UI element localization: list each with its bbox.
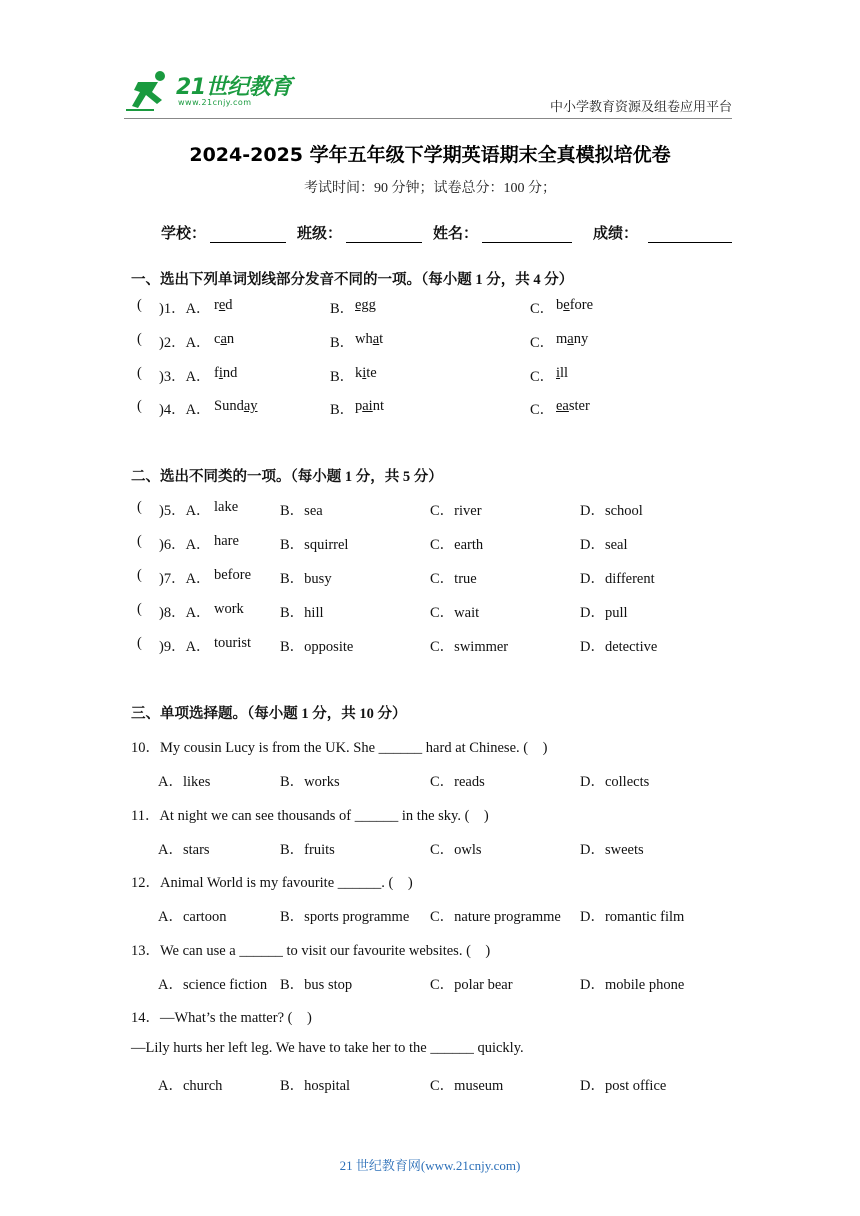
option-a: tourist — [214, 635, 252, 651]
name-field[interactable] — [433, 222, 572, 243]
underlined-letters: i — [362, 365, 367, 381]
answer-paren[interactable]: ( — [137, 398, 142, 414]
option-a[interactable]: A．science fiction — [158, 977, 268, 993]
options-row — [131, 770, 731, 790]
logo-url: www.21cnjy.com — [178, 98, 252, 107]
option-d: D．school — [580, 503, 643, 519]
question-stem: 10．My cousin Lucy is from the UK. She ______ hard at Chinese. ( ) — [131, 740, 548, 756]
option-d: D．seal — [580, 537, 628, 553]
option-a: can — [214, 331, 235, 347]
option-c-label: C． — [530, 402, 555, 418]
section2-heading: 二、选出不同类的一项。（每小题 1 分，共 5 分） — [131, 469, 443, 485]
question-row — [131, 297, 731, 317]
option-b-label: B． — [330, 335, 355, 351]
option-b: B．opposite — [280, 639, 354, 655]
score-field[interactable] — [593, 222, 732, 243]
options-row — [131, 973, 731, 993]
option-c-label: C． — [530, 301, 555, 317]
option-c: ill — [556, 365, 569, 381]
option-b: what — [355, 331, 384, 347]
name-blank[interactable] — [482, 226, 572, 243]
answer-paren[interactable]: ( — [137, 331, 142, 347]
question-row — [131, 533, 731, 553]
option-b[interactable]: B．works — [280, 774, 340, 790]
underlined-letters: a — [372, 331, 380, 347]
question-stem-reply: —Lily hurts her left leg. We have to take her to the ______ quickly. — [131, 1040, 524, 1056]
option-d[interactable]: D．romantic film — [580, 909, 685, 925]
school-label: 学校： — [161, 224, 207, 242]
underlined-letters: ay — [243, 398, 258, 414]
question-row — [131, 635, 731, 655]
option-c: C．wait — [430, 605, 480, 621]
runner-logo-icon — [124, 68, 176, 114]
option-c[interactable]: C．reads — [430, 774, 485, 790]
option-a[interactable]: A．likes — [158, 774, 211, 790]
underlined-letters: ea — [556, 398, 569, 414]
section1-heading: 一、选出下列单词划线部分发音不同的一项。（每小题 1 分，共 4 分） — [131, 272, 574, 288]
platform-label: 中小学教育资源及组卷应用平台 — [549, 99, 732, 114]
underlined-letters: a — [567, 331, 574, 347]
section3-heading: 三、单项选择题。（每小题 1 分，共 10 分） — [131, 706, 407, 722]
option-b[interactable]: B．hospital — [280, 1078, 351, 1094]
page-title: 2024-2025 学年五年级下学期英语期末全真模拟培优卷 — [189, 144, 671, 166]
option-a[interactable]: A．church — [158, 1078, 223, 1094]
question-row — [131, 499, 731, 519]
score-blank[interactable] — [648, 226, 732, 243]
question-number: )9．A． — [159, 639, 211, 655]
question-row — [131, 601, 731, 621]
answer-paren[interactable]: ( — [137, 567, 142, 583]
question-number: )8．A． — [159, 605, 211, 621]
answer-paren[interactable]: ( — [137, 297, 142, 313]
answer-paren[interactable]: ( — [137, 635, 142, 651]
option-c: many — [556, 331, 589, 347]
option-b: B．squirrel — [280, 537, 349, 553]
school-blank[interactable] — [210, 226, 286, 243]
question-number: )4．A． — [159, 402, 211, 418]
option-c[interactable]: C．polar bear — [430, 977, 513, 993]
question-number: )7．A． — [159, 571, 211, 587]
option-d[interactable]: D．sweets — [580, 842, 644, 858]
option-b: B．busy — [280, 571, 332, 587]
option-d[interactable]: D．collects — [580, 774, 650, 790]
class-label: 班级： — [297, 224, 343, 242]
question-number: )1．A． — [159, 301, 211, 317]
option-d: D．pull — [580, 605, 628, 621]
option-a: hare — [214, 533, 239, 549]
option-b: kite — [355, 365, 377, 381]
name-label: 姓名： — [433, 224, 479, 242]
logo-text: 21世纪教育 — [176, 75, 292, 100]
answer-paren[interactable]: ( — [137, 499, 142, 515]
footer: 21 世纪教育网(www.21cnjy.com) — [339, 1158, 521, 1173]
question-row — [131, 398, 731, 418]
underlined-letters: a — [220, 331, 227, 347]
option-b-label: B． — [330, 402, 355, 418]
option-d: D．detective — [580, 639, 658, 655]
option-c-label: C． — [530, 335, 555, 351]
option-c: C．true — [430, 571, 477, 587]
question-number: )6．A． — [159, 537, 211, 553]
option-c: C．swimmer — [430, 639, 509, 655]
question-stem: 12．Animal World is my favourite ______. ( ) — [131, 875, 413, 891]
option-a: before — [214, 567, 252, 583]
option-d: D．different — [580, 571, 655, 587]
option-a[interactable]: A．stars — [158, 842, 210, 858]
option-a: Sunday — [214, 398, 258, 414]
option-c: C．earth — [430, 537, 484, 553]
question-number: )2．A． — [159, 335, 211, 351]
underlined-letters: e — [563, 297, 570, 313]
question-stem: 11．At night we can see thousands of ______ in the sky. ( ) — [131, 808, 489, 824]
class-blank[interactable] — [346, 226, 422, 243]
underlined-letters: ai — [362, 398, 373, 414]
score-label: 成绩： — [593, 224, 639, 242]
underlined-letters: i — [218, 365, 223, 381]
underlined-letters: e — [218, 297, 226, 313]
header-divider — [124, 118, 732, 119]
option-d[interactable]: D．mobile phone — [580, 977, 685, 993]
question-stem: 14．—What’s the matter? ( ) — [131, 1010, 312, 1026]
option-b-label: B． — [330, 369, 355, 385]
underlined-letters: i — [556, 365, 561, 381]
option-b[interactable]: B．bus stop — [280, 977, 353, 993]
option-b[interactable]: B．fruits — [280, 842, 335, 858]
option-c[interactable]: C．museum — [430, 1078, 504, 1094]
options-row — [131, 1074, 731, 1094]
question-row — [131, 567, 731, 587]
option-b — [355, 297, 376, 314]
answer-paren[interactable]: ( — [137, 601, 142, 617]
option-c-label: C． — [530, 369, 555, 385]
option-a: red — [214, 297, 233, 313]
option-c: before — [556, 297, 594, 313]
option-c: C．river — [430, 503, 482, 519]
option-c[interactable]: C．nature programme — [430, 909, 561, 925]
question-stem: 13．We can use a ______ to visit our favourite websites. ( ) — [131, 943, 491, 959]
logo — [124, 68, 294, 116]
underlined-letters: egg — [355, 297, 376, 313]
question-row — [131, 365, 731, 385]
class-field[interactable] — [297, 222, 422, 243]
options-row — [131, 838, 731, 858]
option-c[interactable]: C．owls — [430, 842, 482, 858]
school-field[interactable] — [161, 222, 286, 243]
option-d[interactable]: D．post office — [580, 1078, 667, 1094]
option-b: paint — [355, 398, 384, 414]
option-b: B．sea — [280, 503, 323, 519]
option-a: find — [214, 365, 238, 381]
answer-paren[interactable]: ( — [137, 533, 142, 549]
options-row — [131, 905, 731, 925]
exam-info: 考试时间：90 分钟；试卷总分：100 分； — [304, 181, 556, 196]
option-b[interactable]: B．sports programme — [280, 909, 410, 925]
option-a: work — [214, 601, 244, 617]
option-a: lake — [214, 499, 239, 515]
option-a[interactable]: A．cartoon — [158, 909, 227, 925]
option-c: easter — [556, 398, 590, 414]
answer-paren[interactable]: ( — [137, 365, 142, 381]
option-b: B．hill — [280, 605, 324, 621]
option-b-label: B． — [330, 301, 355, 317]
question-number: )5．A． — [159, 503, 211, 519]
question-number: )3．A． — [159, 369, 211, 385]
question-row — [131, 331, 731, 351]
